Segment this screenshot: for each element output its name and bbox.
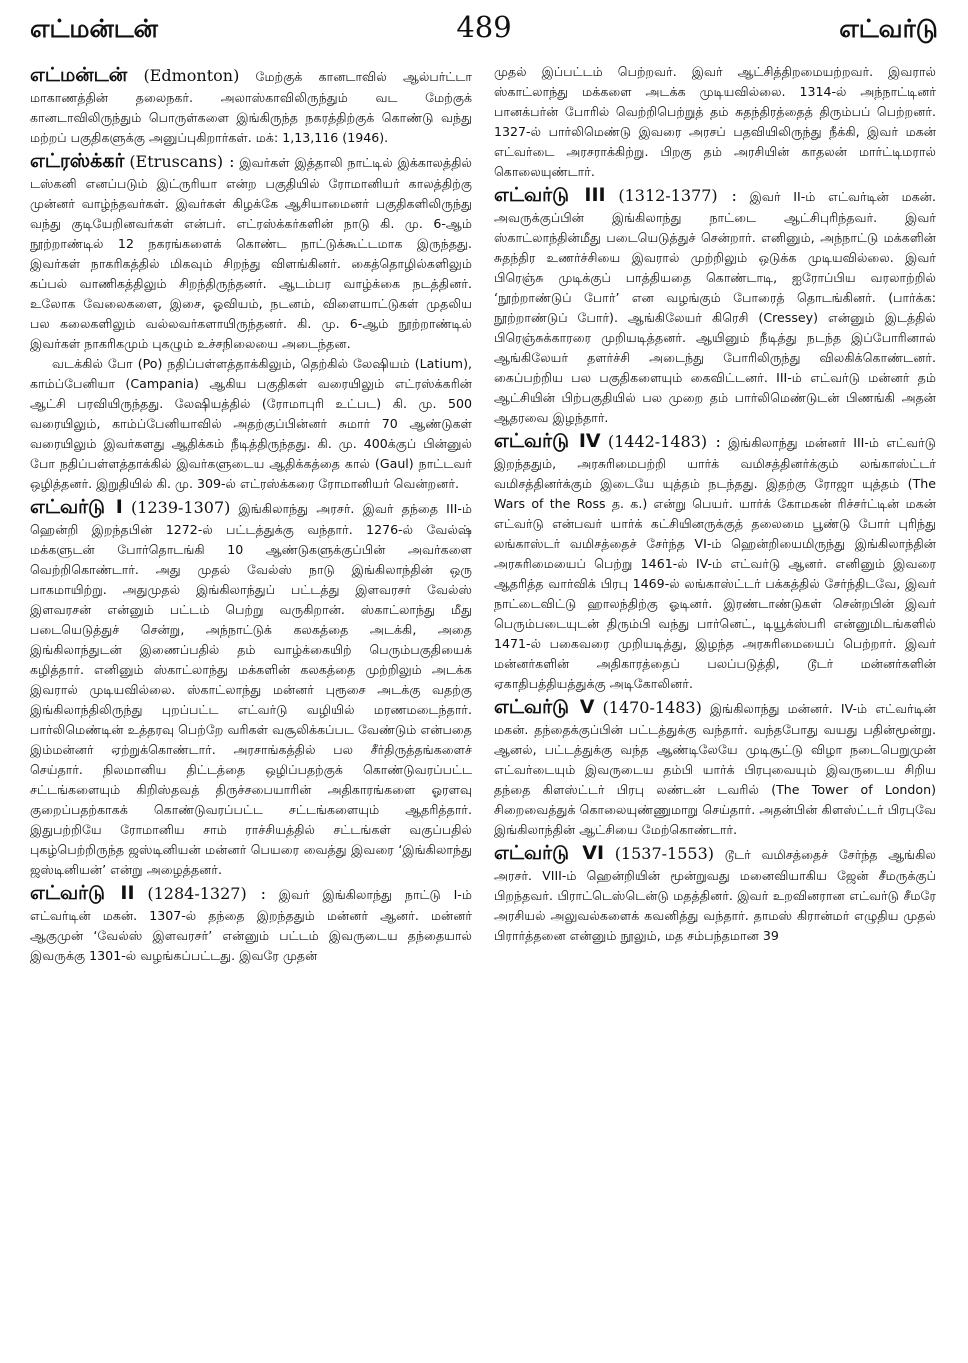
entry-text: இங்கிலாந்து அரசர். இவர் தந்தை III-ம் ஹென்றி இறந்தபின் 1272-ல் பட்டத்துக்கு வந்தார். 1276-ல் வேல்ஷ் மக்களுடன் போர்தொடங்கி 10 ஆண்டுகளுக்குப்பின் அவர்களை வெற்றிகொண்டார். அது முதல் வேல்ஸ் நாடு இங்கிலாந்தின் ஒரு பாகமாயிற்று. அதுமுதல் இங்கிலாந்துப் பட்டத்து இளவரசர் வேல்ஸ் இளவரசன் என்னும் பட்டம் பெற்று வருகிறான். ஸ்காட்லாந்து மீது படையெடுத்துச் சென்று, அந்நாட்டுக் கலகத்தை அடக்கி, அதை இங்கிலாந்துடன் இணைப்பதில் தம் வாழ்க்கையிற் பெரும்பகுதியைக் கழித்தார். எனினும் ஸ்காட்லாந்து மக்களின் கலகத்தை முற்றிலும் அடக்க இவரால் முடியவில்லை. ஸ்காட்லாந்து மன்னர் புரூசை அடக்கு வதற்கு இங்கிலாந்திலிருந்து புறப்பட்ட எட்வர்டு வழியில் மரணமடைந்தார். பார்லிமெண்டின் உத்தரவு பெற்றே வரிகள் வசூலிக்கப்பட வேண்டும் என்பதை இம்மன்னர் ஏற்றுக்கொண்டார். அரசாங்கத்தில் பல சீர்திருத்தங்களைச் செய்தார். நிலமானிய திட்டத்தை ஒழிப்பதற்குக் கொண்டுவரப்பட்ட சட்டங்களையும் கிறிஸ்தவத் திருச்சபையாரின் அதிகாரங்களை ஓரளவு குறைப்பதற்காகக் கொண்டுவரப்பட்ட சட்டங்களையும் ஆதரித்தார். இதுபற்றியே ரோமானிய சாம் ராச்சியத்தில் சட்டங்கள் வகுப்பதில் புகழ்பெற்றிருந்த ஜஸ்டினியன் மன்னர் பெயரை வைத்து இவரை ‘இங்கிலாந்து ஜஸ்டினியன்’ என்று அழைத்தனர். bbox=[30, 501, 473, 877]
headword-subtitle: (Etruscans) : bbox=[129, 152, 235, 171]
headword: எட்மன்டன் bbox=[30, 64, 128, 86]
headword: எட்வர்டு IV bbox=[494, 430, 601, 452]
headword: எட்வர்டு III bbox=[494, 184, 606, 206]
entry-text: இவர்கள் இத்தாலி நாட்டில் இக்காலத்தில் டஸ்கனி எனப்படும் இட்ருரியா என்ற பகுதியில் ரோமானியர் காலத்திற்கு முன்னர் வாழ்ந்தவர்கள். இவர்கள் கிழக்கே ஆசியாமைனர் பகுதிகளிலிருந்து வந்து குடியேறினவர்கள் என்பர். எட்ரஸ்க்கர்களின் நாடு கி. மு. 6-ஆம் நூற்றாண்டில் 12 நகரங்களைக் கொண்ட நாட்டுக்கூட்டமாக இருந்தது. இவர்கள் நாகரிகத்தில் மிகவும் சிறந்து விளங்கினர். கைத்தொழில்களிலும் கப்பல் வாணிகத்திலும் சிறந்திருந்தனர். ஆடம்பர வாழ்க்கை நடத்தினர். உலோக வேலைகளை, இசை, ஓவியம், நடனம், விளையாட்டுகள் முதலிய பல கலைகளிலும் வல்லவர்களாயிருந்தனர். கி. மு. 6-ஆம் நூற்றாண்டில் இவர்கள் நாகரிகமும் புகழும் உச்சநிலையை அடைந்தன. bbox=[30, 155, 472, 351]
headword: எட்வர்டு V bbox=[494, 696, 595, 718]
headword: எட்வர்டு I bbox=[30, 496, 123, 518]
headword-subtitle: (Edmonton) bbox=[143, 66, 240, 85]
right-column bbox=[494, 62, 936, 946]
entry-edward-4 bbox=[494, 428, 936, 694]
entry-text: இங்கிலாந்து மன்னர். IV-ம் எட்வர்டின் மகன். தந்தைக்குப்பின் பட்டத்துக்கு வந்தார். வந்தபோது வயது பதின்மூன்று. ஆனல், பட்டத்துக்கு வந்த ஆண்டிலேயே முடிசூட்டு விழா நடைபெறுமுன் எட்வர்டையும் இவருடைய தம்பி யார்க் பிரபுவையும் இவருடைய சிறிய தந்தை கிளஸ்ட்டர் பிரபு லண்டன் டவரில் (The Tower of London) சிறைவைத்துக் கொலையுண்ணுமாறு செய்தார். அதன்பின் கிளஸ்ட்டர் பிரபுவே இங்கிலாந்தின் ஆட்சியை மேற்கொண்டார். bbox=[494, 701, 936, 837]
headword-subtitle: (1470-1483) bbox=[602, 698, 702, 717]
page-number: 489 bbox=[456, 10, 512, 44]
headword: எட்வர்டு VI bbox=[494, 842, 605, 864]
entry-continuation: முதல் இப்பட்டம் பெற்றவர். இவர் ஆட்சித்திறமையற்றவர். இவரால் ஸ்காட்லாந்து மக்களை அடக்க முடியவில்லை. 1314-ல் அந்நாட்டினர் பானக்பர்ன் போரில் வெற்றிபெற்றுத் தம் சுதந்திரத்தைத் திரும்பப் பெற்றனர். 1327-ல் பார்லிமெண்டு இவரை அரசப் பதவியிலிருந்து நீக்கி, இவர் மகன் எட்வர்டை அரசராக்கிற்று. பிறகு தம் அரசியின் காதலன் மார்ட்டிமரால் கொலையுண்டார். bbox=[494, 64, 936, 179]
entry-edward-6 bbox=[494, 840, 936, 946]
entry-edward-1 bbox=[30, 494, 472, 880]
entry-text: இங்கிலாந்து மன்னர் III-ம் எட்வர்டு இறந்ததும், அரசுரிமைபற்றி யார்க் வமிசத்தினர்க்கும் லங்காஸ்ட்டர் வமிசத்தினர்க்கும் இடையே யுத்தம் நடந்தது. இதற்கு ரோஜா யுத்தம் (The Wars of the Ross த. க.) என்று பெயர். யார்க் கோமகன் ரிச்சர்ட்டின் மகன் எட்வர்டு என்பவர் யார்க் கட்சியினருக்குத் தலைமை பூண்டு போர் புரிந்து லங்காஸ்டர் வமிசத்தைச் சேர்ந்த VI-ம் ஹென்றியைமிருந்து இங்கிலாந்தின் அரசுரிமையைப் பெற்று 1461-ல் IV-ம் எட்வர்டு ஆனர். எனினும் இவரை ஆதரித்த வார்விக் பிரபு 1469-ல் லங்காஸ்ட்டர் பக்கத்தில் சேர்ந்திடவே, இவர் நாட்டைவிட்டு ஹாலந்திற்கு ஓடினர். இரண்டாண்டுகள் சென்றபின் இவர் பெரும்படையுடன் திரும்பி வந்து பார்னெட், டியூக்ஸ்பரி என்னுமிடங்களில் 1471-ல் பகைவரை முறியடித்து, இழந்த அரசுரிமையைப் பெற்றார். இவர் மன்னர்களின் அதிகாரத்தைப் பலப்படுத்தி, டூடர் மன்னர்களின் ஏகாதிபத்தியத்துக்கு அடிகோலினர். bbox=[494, 435, 936, 691]
left-column bbox=[30, 62, 472, 966]
entry-edward-2 bbox=[30, 880, 472, 966]
entry-text: இவர் II-ம் எட்வர்டின் மகன். அவருக்குப்பின் இங்கிலாந்து நாட்டை ஆட்சிபுரிந்தவர். இவர் ஸ்காட்லாந்தின்மீது படையெடுத்துச் சென்றார். எனினும், அந்நாட்டு மக்களின் சுதந்திர உணர்ச்சியை இவரால் முற்றிலும் ஒடுக்க முடியவில்லை. இவர் பிரெஞ்சு முடிக்குப் பாத்தியதை கொண்டாடி, ஐரோப்பிய வரலாற்றில் ‘நூற்றாண்டுப் போர்’ என வழங்கும் போரைத் தொடங்கினர். (பார்க்க: நூற்றாண்டுப் போர்). ஆங்கிலேயர் கிரெசி (Cressey) என்னும் இடத்தில் பிரெஞ்சுக்காரரை முறியடித்தனர். ஆயினும் நீடித்து நடந்த இப்போரினால் ஆங்கிலேயர் தளர்ச்சி அடைந்து போரிலிருந்து விலகிக்கொண்டனர். கைப்பற்றிய பல பகுதிகளையும் கைவிட்டனர். III-ம் எட்வர்டு மன்னர் தம் ஆட்சியின் பிற்பகுதியில் பல முறை தம் பார்லிமெண்டுடன் பிணங்கி அதன் ஆதரவை இழந்தார். bbox=[494, 189, 936, 425]
entry-paragraph: வடக்கில் போ (Po) நதிப்பள்ளத்தாக்கிலும், தெற்கில் லேஷியம் (Latium), காம்ப்பேனியா (Campania) ஆகிய பகுதிகள் வரையிலும் எட்ரஸ்க்கரின் ஆட்சி பரவியிருந்தது. லேஷியத்தில் (ரோமாபுரி உட்பட) கி. மு. 500 வரையிலும், காம்ப்பேனியாவில் அதற்குப்பின்னர் சுமார் 70 ஆண்டுகள் வரையிலும் இவர்களது ஆதிக்கம் நீடித்திருந்தது. கி. மு. 400க்குப் பின்னுல் போ நதிப்பள்ளத்தாக்கில் இவர்களுடைய ஆதிக்கத்தை கால் (Gaul) நாட்டவர் ஒழித்தனர். இறுதியில் கி. மு. 309-ல் எட்ரஸ்க்கரை ரோமானியர் வென்றனர். bbox=[30, 356, 472, 491]
entry-etruscans bbox=[30, 148, 472, 354]
headword-subtitle: (1239-1307) bbox=[131, 498, 231, 517]
entry-text: டூடர் வமிசத்தைச் சேர்ந்த ஆங்கில அரசர். VIII-ம் ஹென்றியின் மூன்றுவது மனைவியாகிய ஜேன் சீமருக்குப் பிறந்தவர். பிராட்டெஸ்டென்டு மதத்தினர். இவர் உறவினரான எட்வர்டு சீமரே அரசியல் அலுவல்களைக் கவனித்து வந்தார். தாமஸ் கிரான்மர் எழுதிய முதல் பிரார்த்தனை என்னும் நூலும், மத சம்பந்தமான 39 bbox=[494, 847, 936, 943]
entry-edmonton bbox=[30, 62, 472, 148]
running-head-left: எட்மன்டன் bbox=[30, 14, 158, 43]
entry-text: மேற்குக் கானடாவில் ஆல்பர்ட்டா மாகாணத்தின் தலைநகர். அலாஸ்காவிலிருந்தும் வட மேற்குக் கானடாவிலிருந்தும் பொருள்களை இங்கிருந்த நகரத்திற்குக் கொண்டு வந்து மற்றப் பகுதிகளுக்கு அனுப்புகிறார்கள். மக்: 1,13,116 (1946). bbox=[30, 69, 472, 145]
headword-subtitle: (1312-1377) : bbox=[618, 186, 737, 205]
headword-subtitle: (1442-1483) : bbox=[607, 432, 721, 451]
headword: எட்ரஸ்க்கர் bbox=[30, 150, 125, 172]
entry-edward-5 bbox=[494, 694, 936, 840]
page-header bbox=[30, 10, 938, 46]
headword: எட்வர்டு II bbox=[30, 882, 135, 904]
running-head-right: எட்வர்டு bbox=[839, 14, 938, 43]
headword-subtitle: (1537-1553) bbox=[614, 844, 715, 863]
headword-subtitle: (1284-1327) : bbox=[147, 884, 266, 903]
entry-text: இவர் இங்கிலாந்து நாட்டு I-ம் எட்வர்டின் மகன். 1307-ல் தந்தை இறந்ததும் மன்னர் ஆனர். மன்னர் ஆகுமுன் ‘வேல்ஸ் இளவரசர்’ என்னும் பட்டம் இவருடைய தந்தையால் இவருக்கு 1301-ல் வழங்கப்பட்டது. இவரே முதன் bbox=[30, 887, 472, 963]
entry-edward-3 bbox=[494, 182, 936, 428]
